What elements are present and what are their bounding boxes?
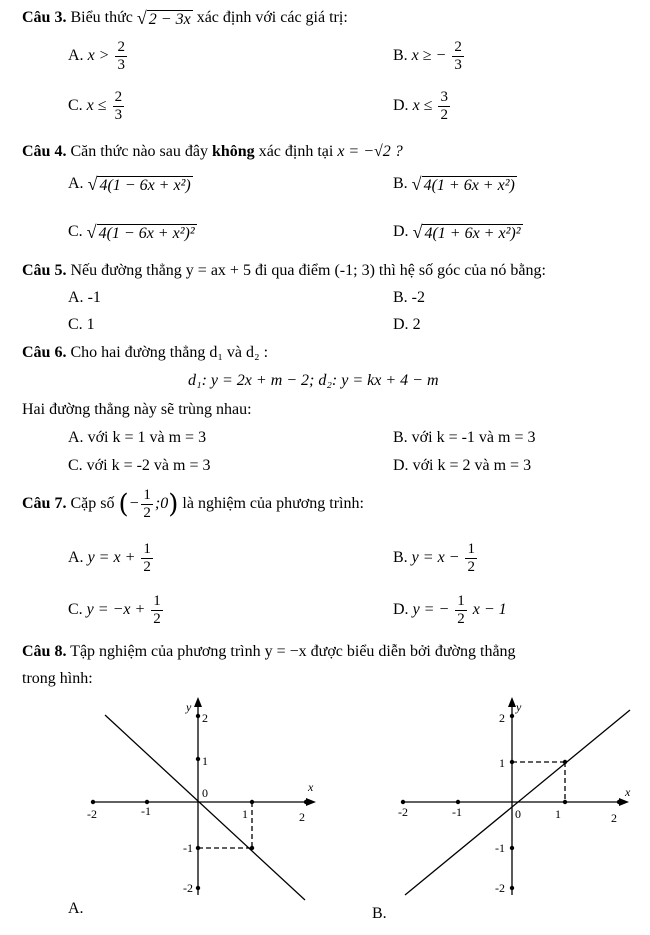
- svg-text:-2: -2: [183, 881, 193, 895]
- q6-subtext: Hai đường thẳng này sẽ trùng nhau:: [22, 401, 252, 418]
- q4-option-a[interactable]: A. √ 4(1 − 6x + x²): [68, 174, 191, 194]
- q7-option-c[interactable]: C. y = −x + $\frac{1}{2}$: [68, 593, 161, 627]
- q3-option-c[interactable]: C. x ≤ $\frac{2}{3}$: [68, 89, 123, 123]
- q6-option-a[interactable]: A. với k = 1 và m = 3: [68, 429, 207, 446]
- q7-option-b[interactable]: B. y = x − $\frac{1}{2}$: [393, 541, 475, 575]
- svg-text:-1: -1: [183, 841, 193, 855]
- svg-text:0: 0: [202, 786, 208, 800]
- q4-label: Câu 4.: [22, 143, 67, 160]
- q8-graph-b-label[interactable]: B.: [372, 905, 387, 922]
- q8-stem-2: trong hình:: [22, 670, 93, 687]
- svg-text:-2: -2: [398, 805, 408, 819]
- svg-text:-1: -1: [141, 804, 151, 818]
- q3-option-d[interactable]: D. x ≤ $\frac{3}{2}$: [393, 89, 448, 123]
- y-axis-arrow: [508, 697, 516, 707]
- q5-stem: Câu 5. Nếu đường thẳng y = ax + 5 đi qua điểm (-1; 3) thì hệ số góc của nó bằng:: [22, 262, 546, 279]
- q3-label: Câu 3.: [22, 9, 67, 27]
- svg-text:-2: -2: [495, 881, 505, 895]
- y-label: y: [516, 700, 522, 714]
- q4-bold: không: [211, 143, 255, 160]
- q7-option-d[interactable]: D. y = − $\frac{1}{2}$ x − 1: [393, 593, 507, 627]
- svg-text:1: 1: [499, 756, 505, 770]
- q7-option-a[interactable]: A. y = x + $\frac{1}{2}$: [68, 541, 151, 575]
- q5-option-b[interactable]: B. -2: [393, 289, 425, 306]
- q4-option-c[interactable]: C. √ 4(1 − 6x + x²)²: [68, 222, 195, 242]
- q6-stem: Câu 6. Cho hai đường thẳng d₁ và d₂ :: [22, 344, 269, 361]
- q6-option-b[interactable]: B. với k = -1 và m = 3: [393, 429, 536, 446]
- svg-text:1: 1: [555, 807, 561, 821]
- q3-stem: [22, 8, 348, 29]
- q3-option-a[interactable]: A. x > $\frac{2}{3}$: [68, 39, 125, 73]
- x-label: x: [625, 785, 631, 799]
- svg-text:-1: -1: [452, 805, 462, 819]
- q8-stem: Câu 8. Tập nghiệm của phương trình y = −x được biểu diễn bởi đường thẳng: [22, 643, 516, 660]
- y-axis-arrow: [194, 697, 202, 707]
- svg-text:2: 2: [299, 810, 305, 824]
- q4-option-b[interactable]: B. √ 4(1 + 6x + x²): [393, 174, 515, 194]
- q5-option-a[interactable]: A. -1: [68, 289, 101, 306]
- svg-text:2: 2: [202, 711, 208, 725]
- x-label: x: [308, 780, 314, 794]
- q6-equation: d₁: y = 2x + m − 2; d₂: y = kx + 4 − m: [188, 372, 439, 389]
- q6-option-d[interactable]: D. với k = 2 và m = 3: [393, 457, 532, 474]
- q3-option-b[interactable]: B. x ≥ − $\frac{2}{3}$: [393, 39, 462, 73]
- q3-tail: xác định với các giá trị:: [196, 9, 348, 27]
- svg-text:2: 2: [611, 811, 617, 825]
- svg-text:-1: -1: [495, 841, 505, 855]
- q4-cond: x = −√2 ?: [337, 143, 403, 160]
- q5-option-d[interactable]: D. 2: [393, 316, 421, 333]
- q8-graph-a[interactable]: [85, 695, 325, 910]
- q8-graph-a-label[interactable]: A.: [68, 900, 84, 917]
- svg-text:1: 1: [202, 754, 208, 768]
- q6-option-c[interactable]: C. với k = -2 và m = 3: [68, 457, 211, 474]
- q8-graph-b[interactable]: [395, 695, 640, 910]
- line-y-neg-x: [105, 715, 305, 900]
- svg-text:0: 0: [515, 807, 521, 821]
- svg-text:2: 2: [499, 711, 505, 725]
- svg-text:1: 1: [242, 807, 248, 821]
- q4-option-d[interactable]: D. √ 4(1 + 6x + x²)²: [393, 222, 521, 242]
- q3-sqrt: √ 2 − 3x: [136, 8, 191, 28]
- svg-text:-2: -2: [87, 807, 97, 821]
- q4-stem: Câu 4. Căn thức nào sau đây không xác định tại x = −√2 ?: [22, 143, 403, 160]
- q3-text: Biểu thức: [70, 9, 133, 27]
- q5-option-c[interactable]: C. 1: [68, 316, 95, 333]
- q7-stem: Câu 7. Cặp số (− $\frac{1}{2}$ ;0) là nghiệm của phương trình:: [22, 487, 364, 521]
- y-label: y: [186, 700, 192, 714]
